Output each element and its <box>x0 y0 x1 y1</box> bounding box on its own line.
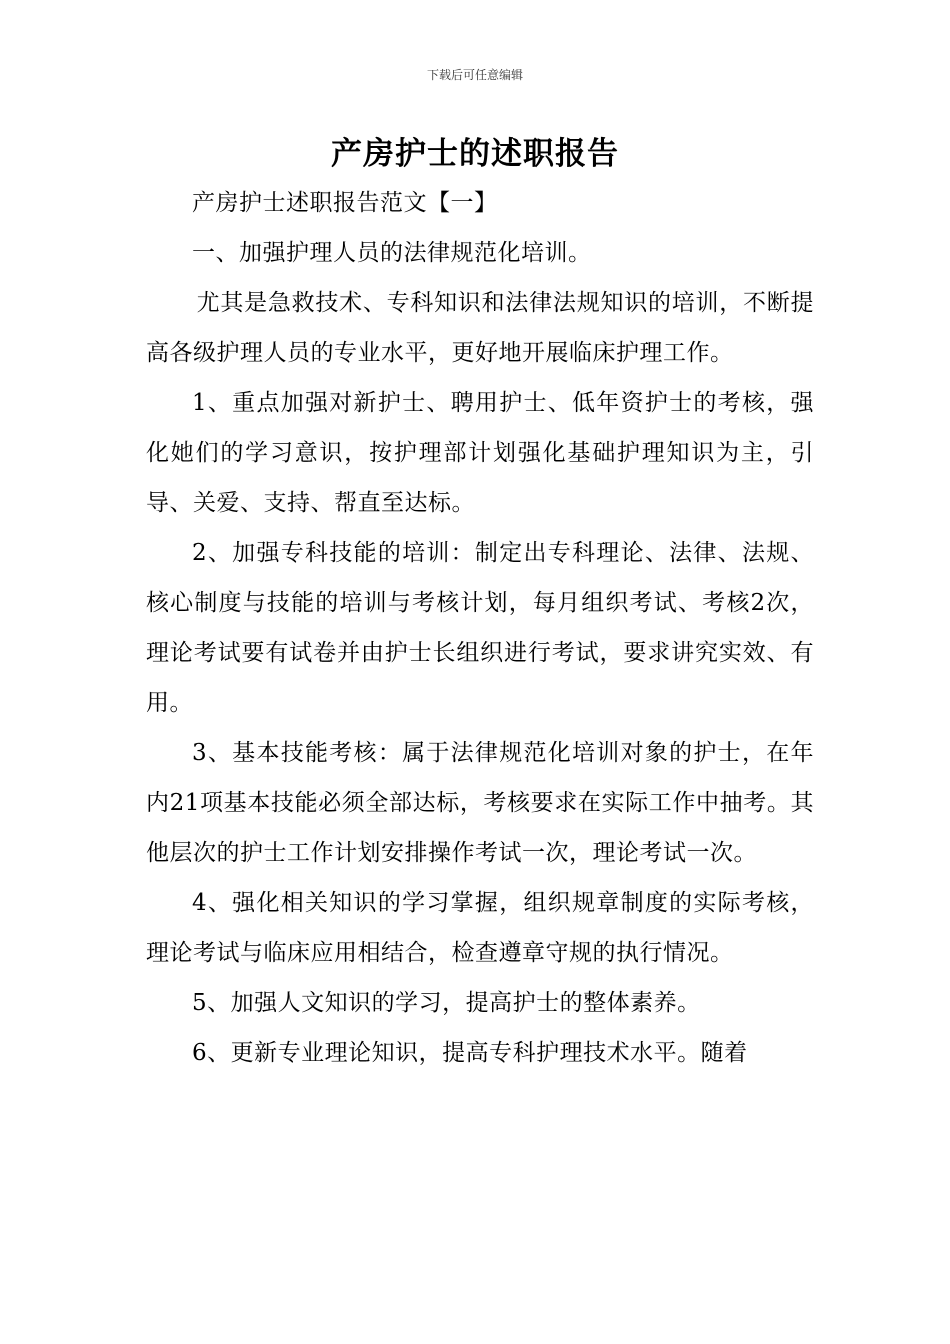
download-note: 下载后可任意编辑 <box>426 68 523 82</box>
document-title: 产房护士的述职报告 <box>331 136 619 172</box>
paragraph-item-5: 5、加强人文知识的学习，提高护士的整体素养。 <box>192 990 701 1016</box>
paragraph-item-2: 2、加强专科技能的培训：制定出专科理论、法律、法规、核心制度与技能的培训与考核计划，每月组织考试、考核2次，理论考试要有试卷并由护士长组织进行考试，要求讲究实效、有用。 <box>146 540 814 716</box>
paragraph-item-4: 4、强化相关知识的学习掌握，组织规章制度的实际考核，理论考试与临床应用相结合，检查遵章守规的执行情况。 <box>146 890 814 966</box>
paragraph-intro: 尤其是急救技术、专科知识和法律法规知识的培训，不断提高各级护理人员的专业水平，更好地开展临床护理工作。 <box>146 290 814 366</box>
paragraph-item-1: 1、重点加强对新护士、聘用护士、低年资护士的考核，强化她们的学习意识，按护理部计划强化基础护理知识为主，引导、关爱、支持、帮直至达标。 <box>146 390 814 516</box>
paragraph-item-6: 6、更新专业理论知识，提高专科护理技术水平。随着 <box>192 1040 748 1066</box>
document-body <box>146 178 814 1078</box>
paragraph-heading-1: 一、加强护理人员的法律规范化培训。 <box>192 240 592 266</box>
paragraph-item-3: 3、基本技能考核：属于法律规范化培训对象的护士，在年内21项基本技能必须全部达标，考核要求在实际工作中抽考。其他层次的护士工作计划安排操作考试一次，理论考试一次。 <box>146 740 814 866</box>
paragraph-section-heading: 产房护士述职报告范文【一】 <box>192 190 498 216</box>
